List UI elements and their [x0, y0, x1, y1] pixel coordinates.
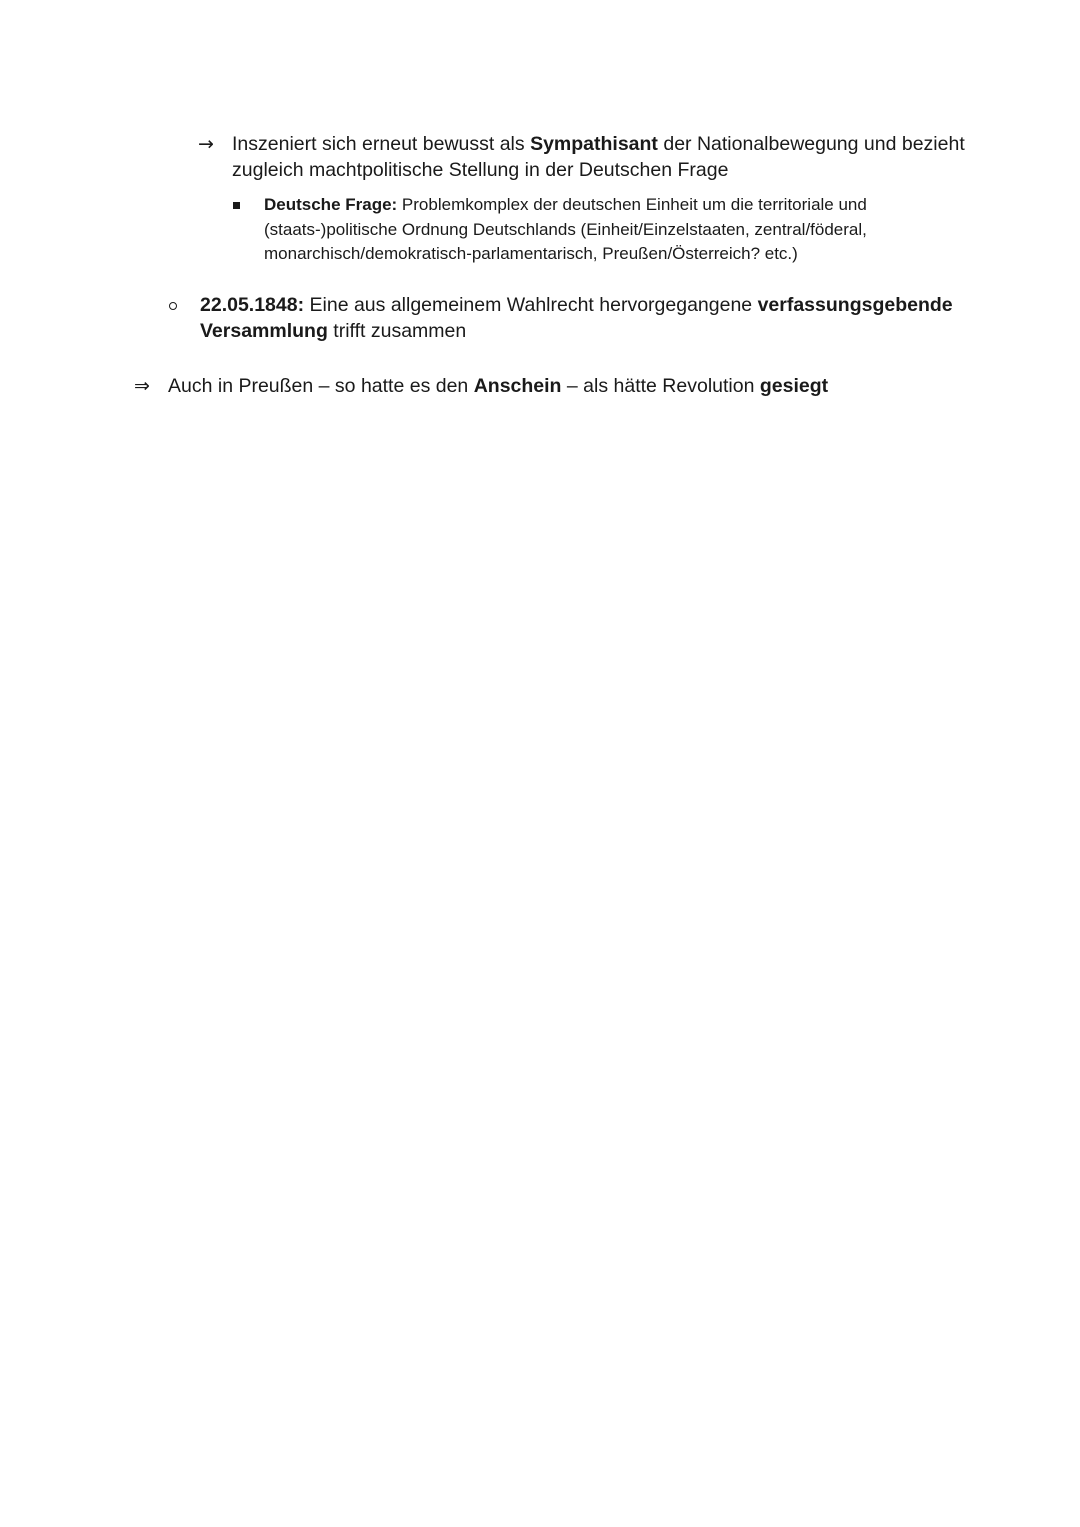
date-item-line-1: 22.05.1848: Eine aus allgemeinem Wahlrecht hervorgegangene verfassungsgebende [200, 294, 953, 316]
term-deutsche-frage: Deutsche Frage: [264, 195, 398, 214]
definition-line-3: monarchisch/demokratisch-parlamentarisch, Preußen/Österreich? etc.) [264, 244, 798, 263]
arrow-item [232, 131, 965, 183]
double-arrow-icon: ⇒ [134, 375, 150, 397]
conclusion-line: Auch in Preußen – so hatte es den Anschein – als hätte Revolution gesiegt [168, 375, 829, 397]
conclusion [168, 373, 828, 399]
arrow-item-line-2: zugleich machtpolitische Stellung in der Deutschen Frage [232, 159, 729, 181]
arrow-icon: → [198, 133, 214, 155]
definition-line-1: Deutsche Frage: Problemkomplex der deutschen Einheit um die territoriale und [264, 195, 867, 214]
arrow-item-line-1: Inszeniert sich erneut bewusst als Sympathisant der Nationalbewegung und bezieht [232, 133, 965, 155]
definition-line-2: (staats-)politische Ordnung Deutschlands (Einheit/Einzelstaaten, zentral/föderal, [264, 219, 867, 239]
definition-item [264, 193, 867, 267]
date-item-line-2: Versammlung trifft zusammen [200, 320, 467, 342]
circle-bullet-icon [169, 302, 177, 310]
term-sympathisant: Sympathisant [530, 133, 658, 155]
date-item [200, 292, 953, 344]
date-label: 22.05.1848: [200, 294, 305, 316]
square-bullet-icon [233, 202, 240, 209]
